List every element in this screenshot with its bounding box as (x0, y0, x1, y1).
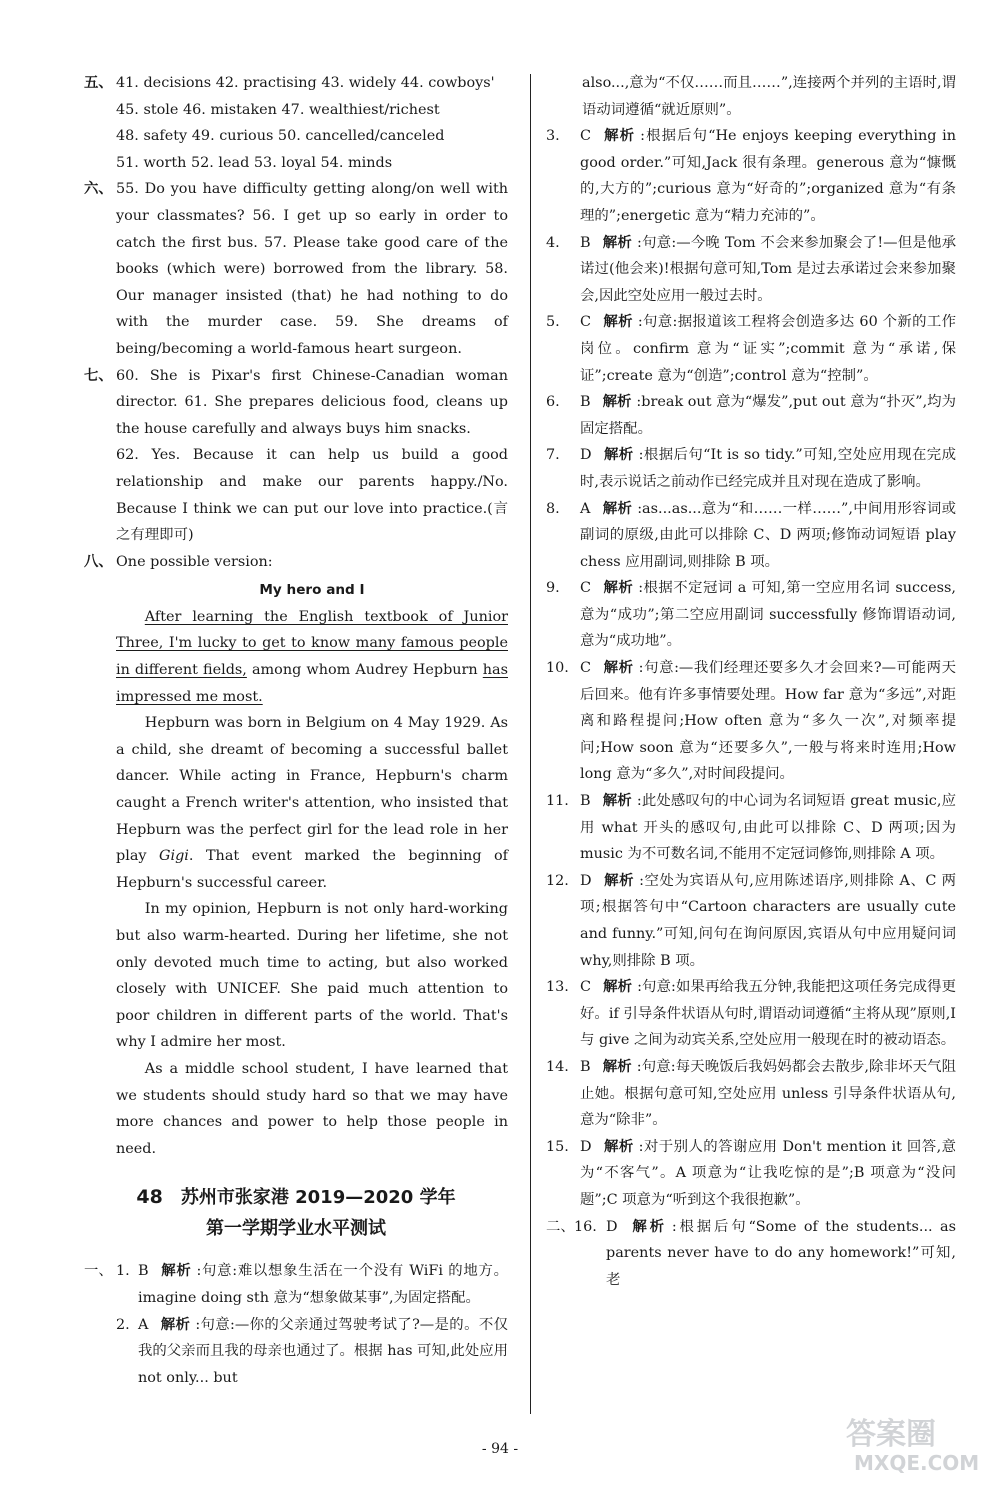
answer-letter: C (580, 660, 592, 677)
essay-paragraph-1 (116, 604, 508, 710)
answer-letter: B (580, 234, 591, 251)
analysis-label: 解析 (629, 1218, 667, 1235)
underlined-phrase: After learning the English textbook of Junior Three, I'm lucky to get to know many famous people in different fields, (116, 608, 508, 679)
analysis-label: 解析 (603, 872, 635, 889)
section-six-text: 55. Do you have difficulty getting along/on well with your classmates? 56. I get up so early in order to catch the first bus. 57. Please take good care of the books (which were) borrowed from the library. 58. Our manager insisted (that) he had nothing to do with the murder case. 59. She dreams of being/becoming a world-famous heart surgeon. (116, 181, 508, 357)
analysis-text: :空处为宾语从句,应用陈述语序,则排除 A、C 两项;根据答句中“Cartoon characters are usually cute and funny.”可知,问句在询问原因,宾语从句中应用疑问词 why,则排除 B 项。 (580, 872, 956, 969)
question-9 (546, 575, 956, 655)
answer-letter: C (580, 128, 592, 145)
question-3 (546, 123, 956, 229)
test-title-line-1 (84, 1182, 508, 1213)
answer-line: 51. worth 52. lead 53. loyal 54. minds (116, 154, 393, 171)
analysis-label: 解析 (603, 979, 633, 996)
question-15 (546, 1134, 956, 1214)
question-2-continued: also...,意为“不仅……而且……”,连接两个并列的主语时,谓语动词遵循“就近原则”。 (582, 75, 956, 118)
section-seven-label: 七、 (84, 366, 113, 384)
analysis-label: 解析 (603, 580, 634, 597)
answer-letter: D (606, 1218, 618, 1235)
analysis-label: 解析 (603, 1138, 634, 1155)
analysis-text: :句意:—你的父亲通过驾驶考试了?—是的。不仅我的父亲而且我的母亲也通过了。根据 has 可知,此处应用 not only... but (138, 1316, 508, 1386)
analysis-text: :根据后句“He enjoys keeping everything in good order.”可知,Jack 很有条理。generous 意为“慷慨的,大方的”;curious 意为“好奇的”;organized 意为“有条理的”;energetic 意为“精力充沛的”。 (580, 128, 956, 224)
question-number: 14. (546, 1058, 569, 1075)
section-eight-label: 八、 (84, 552, 113, 570)
question-number: 8. (546, 500, 560, 517)
analysis-label: 解析 (160, 1263, 192, 1280)
question-10 (546, 655, 956, 788)
analysis-text: :句意:如果再给我五分钟,我能把这项任务完成得更好。if 引导条件状语从句时,谓语动词遵循“主将从现”原则,I 与 give 之间为动宾关系,空处应用一般现在时的被动语态。 (580, 979, 956, 1049)
part-one (84, 1258, 508, 1391)
analysis-label: 解析 (603, 447, 634, 464)
section-seven-text-2: 62. Yes. Because it can help us build a good relationship and make our parents happy./No. Because I think we can put our love into practice.(言之有理即可) (116, 447, 508, 544)
left-column (84, 70, 508, 1391)
underlined-phrase: has impressed me most. (116, 662, 508, 705)
analysis-label: 解析 (603, 314, 633, 331)
question-number: 6. (546, 394, 560, 411)
answer-letter: C (580, 314, 592, 331)
answer-letter: D (580, 872, 592, 889)
question-8 (546, 496, 956, 576)
test-number: 48 (136, 1186, 163, 1209)
part-two (546, 1214, 956, 1294)
analysis-text: :break out 意为“爆发”,put out 意为“扑灭”,均为固定搭配。 (580, 394, 956, 437)
question-number: 13. (546, 979, 569, 996)
answer-letter: B (580, 394, 591, 411)
question-number: 16. (574, 1218, 597, 1235)
section-five-label: 五、 (84, 74, 113, 91)
plain-phrase: among whom Audrey Hepburn (246, 662, 483, 679)
watermark-line-1: 答案圈 (846, 1417, 936, 1452)
watermark-line-2: MXQE.COM (854, 1451, 980, 1475)
right-column (546, 70, 956, 1293)
analysis-label: 解析 (160, 1316, 191, 1333)
answer-letter: D (580, 447, 592, 464)
test-title-line-2: 第一学期学业水平测试 (206, 1218, 386, 1240)
answer-letter: A (580, 500, 591, 517)
section-five (84, 70, 508, 176)
section-seven-text: 60. She is Pixar's first Chinese-Canadian woman director. 61. She prepares delicious food, cleans up the house carefully and always buys him snacks. (116, 367, 508, 437)
question-number: 9. (546, 580, 560, 597)
question-number: 2. (116, 1316, 130, 1333)
analysis-text: :根据后句“Some of the students... as parents never have to do any homework!”可知,老 (606, 1218, 956, 1288)
part-two-label: 二、 (546, 1218, 575, 1235)
question-16 (574, 1214, 956, 1294)
analysis-label: 解析 (602, 500, 633, 517)
answer-letter: B (580, 1058, 591, 1075)
question-13 (546, 974, 956, 1054)
question-number: 5. (546, 314, 560, 331)
answer-letter: C (580, 580, 592, 597)
section-eight (84, 549, 508, 1163)
analysis-text: :句意:据报道该工程将会创造多达 60 个新的工作岗位。confirm 意为“证实”;commit 意为“承诺,保证”;create 意为“创造”;control 意为“控制”。 (580, 314, 956, 384)
essay-paragraph-3: In my opinion, Hepburn is not only hard-working but also warm-hearted. During her lifetime, she not only devoted much time to acting, but also worked closely with UNICEF. She paid much attention to poor children in different parts of the world. That's why I admire her most. (116, 901, 508, 1051)
question-number: 3. (546, 128, 560, 145)
answer-line: 41. decisions 42. practising 43. widely 44. cowboys' (116, 75, 495, 91)
analysis-text: :对于别人的答谢应用 Don't mention it 回答,意为“不客气”。A 项意为“让我吃惊的是”;B 项意为“没问题”;C 项意为“听到这个我很抱歉”。 (580, 1138, 956, 1208)
analysis-label: 解析 (602, 394, 632, 411)
question-2 (116, 1312, 508, 1392)
essay-title: My hero and I (259, 582, 365, 599)
section-six-label: 六、 (84, 180, 113, 198)
test-title-text: 苏州市张家港 2019—2020 学年 (180, 1187, 456, 1209)
question-14 (546, 1054, 956, 1134)
essay-paragraph-4: As a middle school student, I have learned that we students should study hard so that we may have more chances and power to help those people in need. (116, 1060, 508, 1157)
answer-letter: D (580, 1138, 592, 1155)
answer-letter: C (580, 979, 592, 996)
part-one-label: 一、 (84, 1263, 113, 1280)
analysis-label: 解析 (603, 128, 636, 145)
analysis-label: 解析 (603, 660, 634, 677)
analysis-text: :句意:—我们经理还要多久才会回来?—可能两天后回来。他有许多事情要处理。How far 意为“多远”,对距离和路程提问;How often 意为“多久一次”,对频率提问;How soon 意为“还要多久”,一般与将来时连用;How long 意为“多久”,对时间段提问。 (580, 660, 956, 783)
section-seven (84, 363, 508, 549)
analysis-text: :此处感叹句的中心词为名词短语 great music,应用 what 开头的感叹句,由此可以排除 C、D 两项;因为 music 为不可数名词,不能用不定冠词修饰,则排除 A 项。 (580, 793, 957, 863)
analysis-text: :根据后句“It is so tidy.”可知,空处应用现在完成时,表示说话之前动作已经完成并且对现在造成了影响。 (580, 447, 956, 490)
paragraph-text: . That event marked the beginning of Hepburn's successful career. (116, 848, 508, 891)
question-11 (546, 788, 956, 868)
section-six (84, 176, 508, 362)
analysis-text: :根据不定冠词 a 可知,第一空应用名词 success,意为“成功”;第二空应用副词 successfully 修饰谓语动词,意为“成功地”。 (580, 580, 956, 650)
question-number: 12. (546, 872, 569, 889)
analysis-label: 解析 (602, 234, 633, 251)
answer-letter: B (138, 1263, 149, 1280)
question-7 (546, 442, 956, 495)
question-number: 7. (546, 447, 560, 464)
question-1 (116, 1258, 508, 1311)
watermark-graphic (836, 1404, 986, 1478)
column-divider (530, 74, 531, 1414)
analysis-label: 解析 (602, 1058, 632, 1075)
essay-paragraph-2 (116, 710, 508, 896)
paragraph-text: Hepburn was born in Belgium on 4 May 1929. As a child, she dreamt of becoming a successful ballet dancer. While acting in France, Hepburn's charm caught a French writer's attention, who insisted that Hepburn was the perfect girl for the lead role in her play (116, 715, 508, 865)
question-12 (546, 868, 956, 974)
question-number: 1. (116, 1263, 130, 1280)
question-4 (546, 230, 956, 310)
analysis-label: 解析 (602, 793, 632, 810)
question-number: 4. (546, 234, 560, 251)
question-number: 11. (546, 793, 569, 810)
question-number: 10. (546, 660, 569, 677)
question-6 (546, 389, 956, 442)
watermark-logo (836, 1404, 986, 1478)
answer-line: 45. stole 46. mistaken 47. wealthiest/richest (116, 101, 440, 118)
play-title: Gigi (159, 848, 189, 865)
analysis-text: :句意:难以想象生活在一个没有 WiFi 的地方。imagine doing sth 意为“想象做某事”,为固定搭配。 (138, 1263, 508, 1306)
question-number: 15. (546, 1138, 569, 1155)
test-section-header (84, 1182, 508, 1244)
essay-intro: One possible version: (116, 553, 273, 570)
analysis-text: :as...as...意为“和……一样……”,中间用形容词或副词的原级,由此可以排除 C、D 两项;修饰动词短语 play chess 应用副词,则排除 B 项。 (580, 500, 956, 570)
answer-letter: A (138, 1316, 149, 1333)
page-number: - 94 - (481, 1441, 519, 1457)
answer-letter: B (580, 793, 591, 810)
analysis-text: :句意:—今晚 Tom 不会来参加聚会了!—但是他承诺过(他会来)!根据句意可知,Tom 是过去承诺过会来参加聚会,因此空处应用一般过去时。 (580, 234, 956, 304)
analysis-text: :句意:每天晚饭后我妈妈都会去散步,除非坏天气阻止她。根据句意可知,空处应用 unless 引导条件状语从句,意为“除非”。 (580, 1058, 956, 1129)
question-5 (546, 309, 956, 389)
answer-line: 48. safety 49. curious 50. cancelled/canceled (116, 128, 445, 145)
